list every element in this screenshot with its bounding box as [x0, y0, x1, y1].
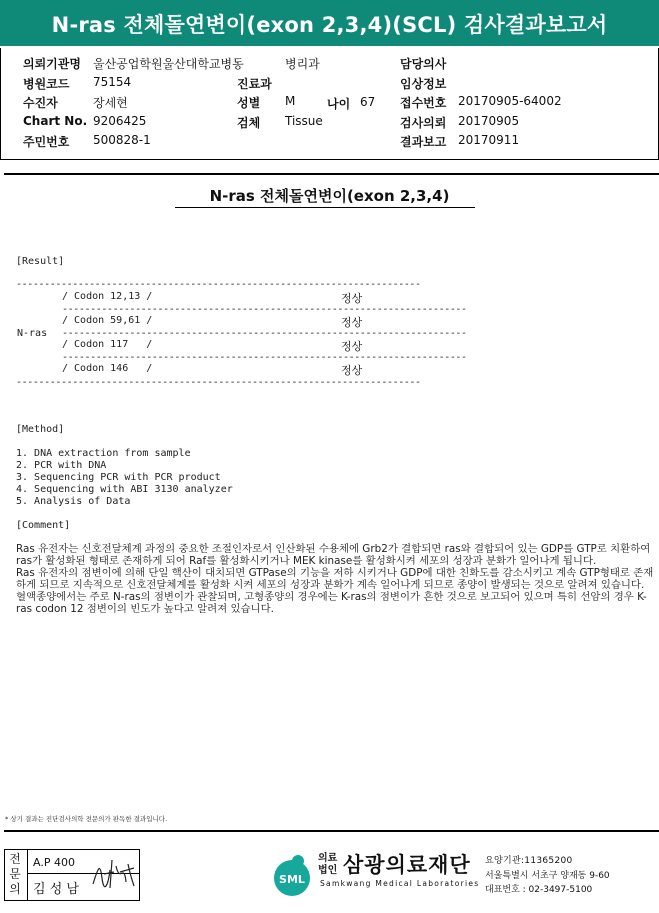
info-value: 20170905-64002 [458, 94, 562, 108]
codon-result: 정상 [341, 340, 363, 353]
comment-paragraph: Ras 유전자의 점변이에 의해 단일 핵산이 대치되면 GTPase의 기능을 저하 시키거나 GDP에 대한 친화도를 감소시키고 계속 GTP형태로 존재하게 되므로 지속적으로 신호전달체계를 활성화 시켜 세포의 성장과 분화가 계속 일어나게 되므로 종양이 발생되는 것으로 알려져 있습니다. [16, 567, 654, 591]
report-subtitle: N-ras 전체돌연변이(exon 2,3,4) [209, 187, 450, 205]
codon-label: / Codon 59,61 / [62, 315, 153, 326]
age-value: 67 [360, 95, 376, 109]
info-label: 주민번호 [23, 135, 70, 149]
sml-logo-icon [268, 852, 316, 904]
report-title: N-ras 전체돌연변이(exon 2,3,4)(SCL) 검사결과보고서 [51, 13, 608, 37]
info-label: Chart No. [23, 113, 88, 128]
method-item: 1. DNA extraction from sample [16, 448, 191, 459]
result-separator: ------------------------------------------------------------------------ [16, 279, 421, 290]
subtitle-underline [175, 207, 475, 208]
report-title-bar [0, 0, 659, 46]
body-frame-top [4, 173, 659, 175]
info-label: 검사의뢰 [400, 115, 447, 130]
signature-image [90, 856, 136, 896]
info-value: 500828-1 [93, 133, 151, 147]
header-frame-left [0, 48, 1, 160]
comment-heading: [Comment] [16, 520, 71, 531]
info-value: M [285, 94, 296, 108]
method-heading: [Method] [16, 424, 65, 435]
method-item: 3. Sequencing PCR with PCR product [16, 472, 221, 483]
specialist-box-divider [27, 849, 28, 901]
codon-result: 정상 [341, 316, 363, 329]
result-separator: ------------------------------------------------------------------------ [62, 304, 467, 315]
codon-label: / Codon 117 / [62, 339, 153, 350]
gene-name: N-ras [17, 328, 48, 339]
info-value: 20170911 [458, 133, 520, 147]
age-label: 나이 [327, 97, 351, 111]
info-label: 수진자 [23, 96, 58, 110]
info-value: 9206425 [93, 113, 147, 128]
result-heading: [Result] [16, 256, 65, 267]
codon-label: / Codon 146 / [62, 363, 153, 374]
info-value: 장세현 [93, 96, 128, 110]
info-label: 담당의사 [400, 57, 447, 71]
method-item: 2. PCR with DNA [16, 460, 107, 471]
body-frame-bottom [4, 830, 659, 832]
comment-paragraph: Ras 유전자는 신호전달체계 과정의 중요한 조절인자로서 인산화된 수용체에 Grb2가 결합되면 ras와 결합되어 있는 GDP를 GTP로 치환하여 ras가 활성화된 형태로 존재하게 되어 Raf를 활성화시키거나 MEK kinase를 활성화시켜 세포의 성장과 분화가 일어나게 됩니다. [16, 543, 651, 567]
info-label: 성별 [237, 96, 261, 110]
specialist-name: 김 성 남 [33, 882, 79, 897]
info-label: 의뢰기관명 [23, 57, 81, 71]
info-label: 병원코드 [23, 76, 70, 91]
org-phone: 대표번호 : 02-3497-5100 [485, 885, 593, 895]
reading-note: * 상기 결과는 진단검사의학 전문의가 판독한 결과입니다. [5, 815, 168, 823]
comment-block [16, 543, 654, 615]
codon-result: 정상 [341, 364, 363, 377]
info-label: 진료과 [237, 76, 272, 91]
org-address: 서울특별시 서초구 양재동 9-60 [485, 871, 610, 881]
codon-result: 정상 [341, 292, 363, 305]
result-separator: ------------------------------------------------------------------------ [62, 328, 467, 339]
info-value: Tissue [285, 113, 323, 128]
specialist-code: A.P 400 [33, 856, 75, 869]
info-value: 울산공업학원울산대학교병동 [93, 57, 244, 71]
codon-label: / Codon 12,13 / [62, 291, 153, 302]
info-value: 20170905 [458, 113, 520, 128]
result-separator: ------------------------------------------------------------------------ [62, 352, 467, 363]
method-item: 5. Analysis of Data [16, 496, 131, 507]
info-label: 임상정보 [400, 76, 447, 91]
specialist-label: 전문의 [9, 852, 21, 896]
license-number: 요양기관:11365200 [485, 856, 573, 866]
method-list [16, 448, 233, 508]
info-label: 검체 [237, 115, 261, 130]
info-label: 결과보고 [400, 135, 447, 149]
header-frame-bottom [0, 159, 659, 160]
result-separator: ------------------------------------------------------------------------ [16, 377, 421, 388]
info-label: 접수번호 [400, 96, 447, 110]
method-item: 4. Sequencing with ABI 3130 analyzer [16, 484, 233, 495]
comment-paragraph: 혈액종양에서는 주로 N-ras의 점변이가 관찰되며, 고형종양의 경우에는 K-ras의 점변이가 흔한 것으로 보고되어 있으며 특히 선암의 경우 K-ras codon 12 점변이의 빈도가 높다고 알려져 있습니다. [16, 591, 647, 615]
svg-text:SML: SML [279, 873, 305, 886]
org-type: 의료법인 [318, 853, 338, 876]
org-english-name: Samkwang Medical Laboratories [320, 879, 480, 888]
info-value: 병리과 [285, 57, 320, 71]
org-name: 삼광의료재단 [343, 853, 471, 877]
info-value: 75154 [93, 74, 132, 89]
